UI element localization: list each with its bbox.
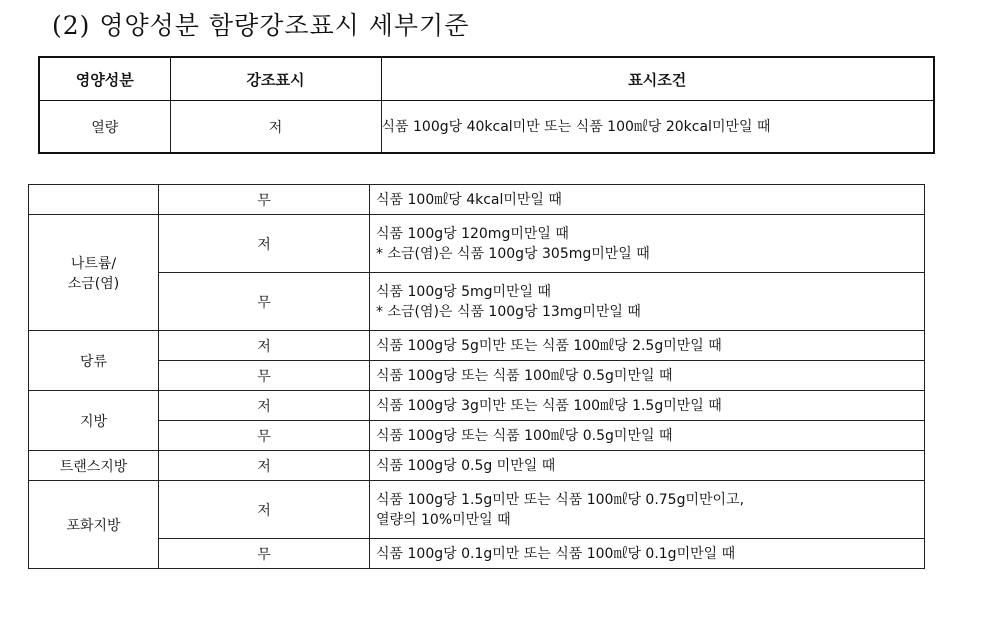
table-row xyxy=(29,391,925,421)
header-nutrient: 영양성분 xyxy=(39,57,170,101)
table-row xyxy=(29,273,925,331)
condition-line: * 소금(염)은 식품 100g당 305mg미만일 때 xyxy=(376,245,650,262)
condition-cell: 식품 100g당 40kcal미만 또는 식품 100㎖당 20kcal미만일 때 xyxy=(381,101,934,154)
nutrient-line: 나트륨/ xyxy=(70,255,117,272)
table-row xyxy=(29,481,925,539)
nutrient-cell xyxy=(29,185,159,215)
claim-cell: 무 xyxy=(159,539,370,569)
table-row xyxy=(29,215,925,273)
header-condition: 표시조건 xyxy=(381,57,934,101)
condition-cell: 식품 100g당 0.5g 미만일 때 xyxy=(370,451,925,481)
table-row xyxy=(29,185,925,215)
claim-cell: 저 xyxy=(170,101,381,154)
table-row xyxy=(29,539,925,569)
condition-line: 식품 100g당 1.5g미만 또는 식품 100㎖당 0.75g미만이고, xyxy=(376,491,745,508)
claim-cell: 저 xyxy=(159,215,370,273)
nutrient-cell: 지방 xyxy=(29,391,159,451)
claim-cell: 무 xyxy=(159,273,370,331)
condition-line: 열량의 10%미만일 때 xyxy=(376,511,511,528)
table-header-row xyxy=(39,57,934,101)
table-row xyxy=(29,421,925,451)
nutrient-cell xyxy=(29,215,159,331)
nutrient-cell: 포화지방 xyxy=(29,481,159,569)
table-row xyxy=(29,451,925,481)
header-claim: 강조표시 xyxy=(170,57,381,101)
claim-cell: 무 xyxy=(159,421,370,451)
claim-cell: 저 xyxy=(159,391,370,421)
condition-cell: 식품 100g당 5g미만 또는 식품 100㎖당 2.5g미만일 때 xyxy=(370,331,925,361)
condition-cell xyxy=(370,273,925,331)
table-row xyxy=(39,101,934,154)
condition-cell xyxy=(370,215,925,273)
page-title: (2) 영양성분 함량강조표시 세부기준 xyxy=(52,11,470,40)
condition-cell: 식품 100g당 또는 식품 100㎖당 0.5g미만일 때 xyxy=(370,421,925,451)
condition-cell xyxy=(370,481,925,539)
criteria-table-top xyxy=(38,56,935,154)
condition-cell: 식품 100g당 3g미만 또는 식품 100㎖당 1.5g미만일 때 xyxy=(370,391,925,421)
condition-line: 식품 100g당 5mg미만일 때 xyxy=(376,283,552,300)
nutrient-line: 소금(염) xyxy=(67,275,120,292)
condition-cell: 식품 100㎖당 4kcal미만일 때 xyxy=(370,185,925,215)
nutrient-cell: 열량 xyxy=(39,101,170,154)
claim-cell: 무 xyxy=(159,361,370,391)
criteria-table-bottom xyxy=(28,184,925,569)
claim-cell: 저 xyxy=(159,451,370,481)
condition-line: * 소금(염)은 식품 100g당 13mg미만일 때 xyxy=(376,303,641,320)
condition-cell: 식품 100g당 0.1g미만 또는 식품 100㎖당 0.1g미만일 때 xyxy=(370,539,925,569)
table-row xyxy=(29,361,925,391)
nutrient-cell: 당류 xyxy=(29,331,159,391)
nutrient-cell: 트랜스지방 xyxy=(29,451,159,481)
condition-line: 식품 100g당 120mg미만일 때 xyxy=(376,225,569,242)
claim-cell: 저 xyxy=(159,331,370,361)
claim-cell: 무 xyxy=(159,185,370,215)
claim-cell: 저 xyxy=(159,481,370,539)
table-row xyxy=(29,331,925,361)
condition-cell: 식품 100g당 또는 식품 100㎖당 0.5g미만일 때 xyxy=(370,361,925,391)
